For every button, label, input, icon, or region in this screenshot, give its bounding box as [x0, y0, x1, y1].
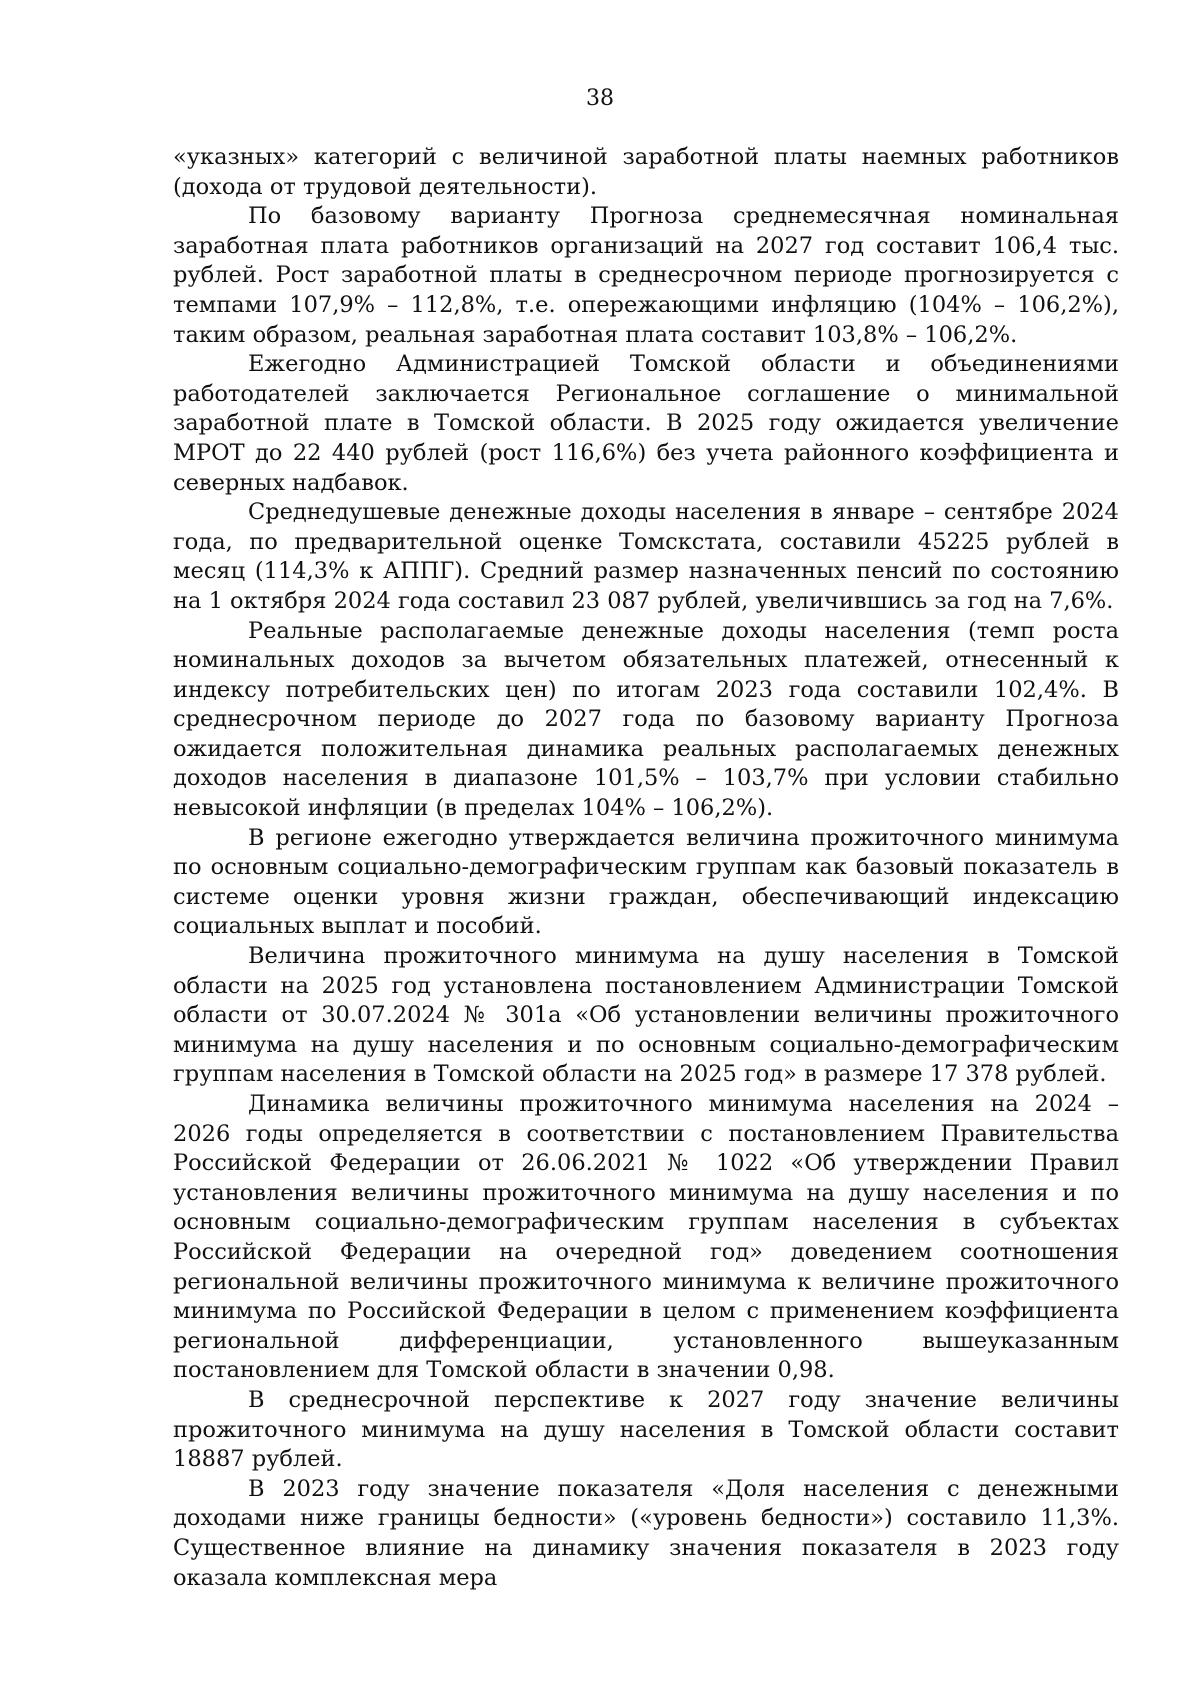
body-text	[173, 143, 1119, 1593]
paragraph-average-income: Среднедушевые денежные доходы населения в январе – сентябре 2024 года, по предварительной оценке Томскстата, составили 45225 рублей в месяц (114,3% к АППГ). Средний размер назначенных пенсий по состоянию на 1 октября 2024 года составил 23 087 рублей, увеличившись за год на 7,6%.	[173, 499, 1119, 614]
paragraph-subsistence-minimum-2025: Величина прожиточного минимума на душу населения в Томской области на 2025 год установлена постановлением Администрации Томской области от 30.07.2024 № 301а «Об установлении величины прожиточного минимума на душу населения и по основным социально-демографическим группам населения в Томской области на 2025 год» в размере 17 378 рублей.	[173, 943, 1119, 1088]
page-number: 38	[586, 86, 614, 111]
paragraph-subsistence-minimum-2027: В среднесрочной перспективе к 2027 году значение величины прожиточного минимума на душу населения в Томской области составит 18887 рублей.	[173, 1386, 1119, 1473]
paragraph-continuation: «указных» категорий с величиной заработной платы наемных работников (дохода от трудовой деятельности).	[173, 144, 1119, 200]
paragraph-minimum-wage-agreement: Ежегодно Администрацией Томской области и объединениями работодателей заключается Региональное соглашение о минимальной заработной плате в Томской области. В 2025 году ожидается увеличение МРОТ до 22 440 рублей (рост 116,6%) без учета районного коэффициента и северных надбавок.	[173, 351, 1119, 496]
paragraph-salary-forecast: По базовому варианту Прогноза среднемесячная номинальная заработная плата работников организаций на 2027 год составит 106,4 тыс. рублей. Рост заработной платы в среднесрочном периоде прогнозируется с темпами 107,9% – 112,8%, т.е. опережающими инфляцию (104% – 106,2%), таким образом, реальная заработная плата составит 103,8% – 106,2%.	[173, 203, 1119, 348]
paragraph-poverty-level: В 2023 году значение показателя «Доля населения с денежными доходами ниже границы бедности» («уровень бедности») составило 11,3%. Существенное влияние на динамику значения показателя в 2023 году оказала комплексная мера	[173, 1475, 1119, 1591]
paragraph-real-disposable-income: Реальные располагаемые денежные доходы населения (темп роста номинальных доходов за вычетом обязательных платежей, отнесенный к индексу потребительских цен) по итогам 2023 года составили 102,4%. В среднесрочном периоде до 2027 года по базовому варианту Прогноза ожидается положительная динамика реальных располагаемых денежных доходов населения в диапазоне 101,5% – 103,7% при условии стабильно невысокой инфляции (в пределах 104% – 106,2%).	[173, 617, 1119, 822]
paragraph-subsistence-minimum-dynamics: Динамика величины прожиточного минимума населения на 2024 – 2026 годы определяется в соответствии с постановлением Правительства Российской Федерации от 26.06.2021 № 1022 «Об утверждении Правил установления величины прожиточного минимума на душу населения и по основным социально-демографическим группам населения в субъектах Российской Федерации на очередной год» доведением соотношения региональной величины прожиточного минимума к величине прожиточного минимума по Российской Федерации в целом с применением коэффициента региональной дифференциации, установленного вышеуказанным постановлением для Томской области в значении 0,98.	[173, 1091, 1119, 1384]
paragraph-subsistence-minimum-approval: В регионе ежегодно утверждается величина прожиточного минимума по основным социально-демографическим группам как базовый показатель в системе оценки уровня жизни граждан, обеспечивающий индексацию социальных выплат и пособий.	[173, 824, 1119, 940]
